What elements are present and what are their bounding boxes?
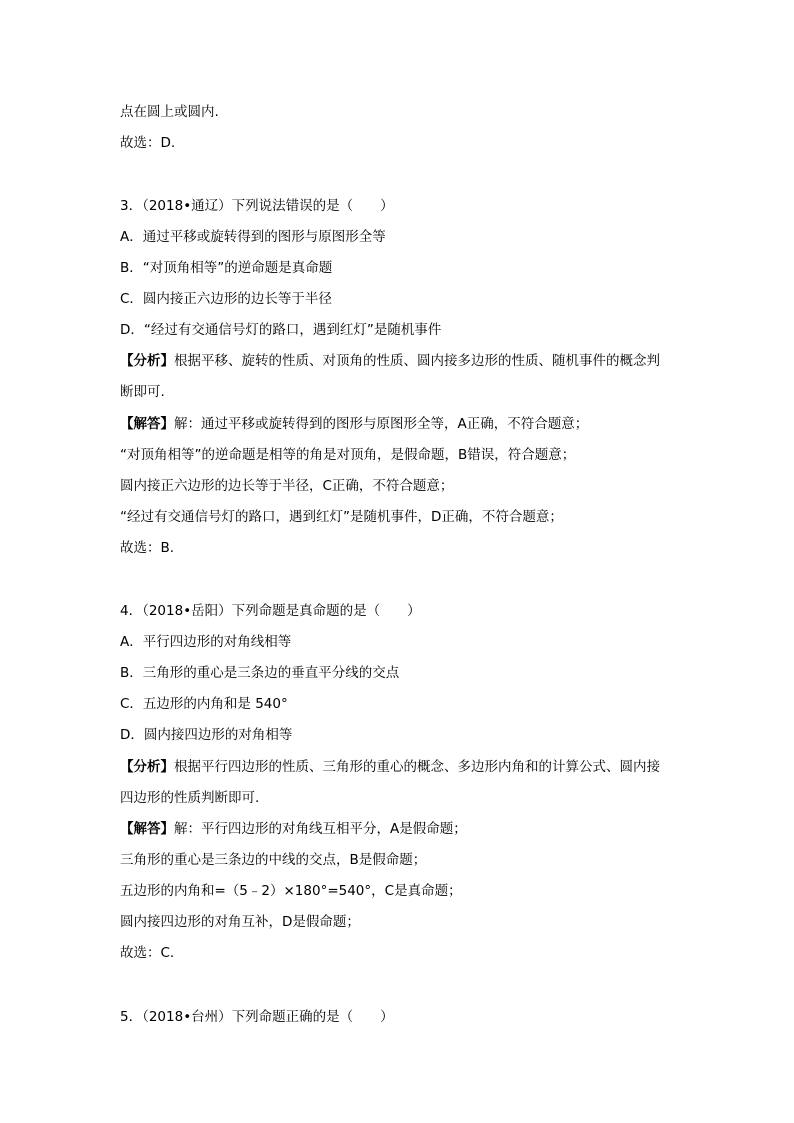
q3-option-b: B．“对顶角相等”的逆命题是真命题 <box>120 260 333 276</box>
q3-option-a: A．通过平移或旋转得到的图形与原图形全等 <box>120 229 386 245</box>
q4-answer-text: 解：平行四边形的对角线互相平分，A是假命题； <box>174 821 467 837</box>
q3-answer-line: “经过有交通信号灯的路口，遇到红灯”是随机事件，D正确，不符合题意； <box>120 509 563 525</box>
prev-answer-select: 故选：D. <box>120 135 176 151</box>
q3-answer <box>120 415 588 433</box>
q4-option-c: C．五边形的内角和是 540° <box>120 696 288 712</box>
q4-answer-tag: 【解答】 <box>120 821 174 837</box>
q4-option-b: B．三角形的重心是三条边的垂直平分线的交点 <box>120 665 400 681</box>
q4-answer-line: 五边形的内角和=（5﹣2）×180°=540°，C是真命题； <box>120 883 462 899</box>
q3-analysis-line2: 断即可. <box>120 384 165 400</box>
q3-option-c: C．圆内接正六边形的边长等于半径 <box>120 291 332 307</box>
q3-answer-tag: 【解答】 <box>120 416 174 432</box>
q4-option-a: A．平行四边形的对角线相等 <box>120 634 292 650</box>
q4-answer <box>120 820 467 838</box>
prev-solution-line: 点在圆上或圆内. <box>120 104 219 120</box>
q3-answer-line: “对顶角相等”的逆命题是相等的角是对顶角，是假命题，B错误，符合题意； <box>120 447 576 463</box>
q4-analysis <box>120 758 660 776</box>
q4-answer-line: 圆内接四边形的对角互补，D是假命题； <box>120 914 360 930</box>
q3-analysis-tag: 【分析】 <box>120 353 174 369</box>
q4-analysis-text: 根据平行四边形的性质、三角形的重心的概念、多边形内角和的计算公式、圆内接 <box>174 759 660 775</box>
q3-answer-select: 故选：B. <box>120 540 175 556</box>
q4-answer-select: 故选：C. <box>120 945 175 961</box>
q3-answer-text: 解：通过平移或旋转得到的图形与原图形全等，A正确，不符合题意； <box>174 416 589 432</box>
q3-analysis-text: 根据平移、旋转的性质、对顶角的性质、圆内接多边形的性质、随机事件的概念判 <box>174 353 660 369</box>
q4-analysis-line2: 四边形的性质判断即可. <box>120 790 260 806</box>
q4-answer-line: 三角形的重心是三条边的中线的交点，B是假命题； <box>120 852 427 868</box>
q3-analysis <box>120 352 660 370</box>
q5-stem: 5．（2018•台州）下列命题正确的是（ ） <box>120 1009 394 1025</box>
q3-option-d: D．“经过有交通信号灯的路口，遇到红灯”是随机事件 <box>120 322 442 338</box>
q3-stem: 3．（2018•通辽）下列说法错误的是（ ） <box>120 198 394 214</box>
q4-option-d: D．圆内接四边形的对角相等 <box>120 727 293 743</box>
q4-analysis-tag: 【分析】 <box>120 759 174 775</box>
q4-stem: 4．（2018•岳阳）下列命题是真命题的是（ ） <box>120 603 421 619</box>
q3-answer-line: 圆内接正六边形的边长等于半径，C正确，不符合题意； <box>120 478 454 494</box>
